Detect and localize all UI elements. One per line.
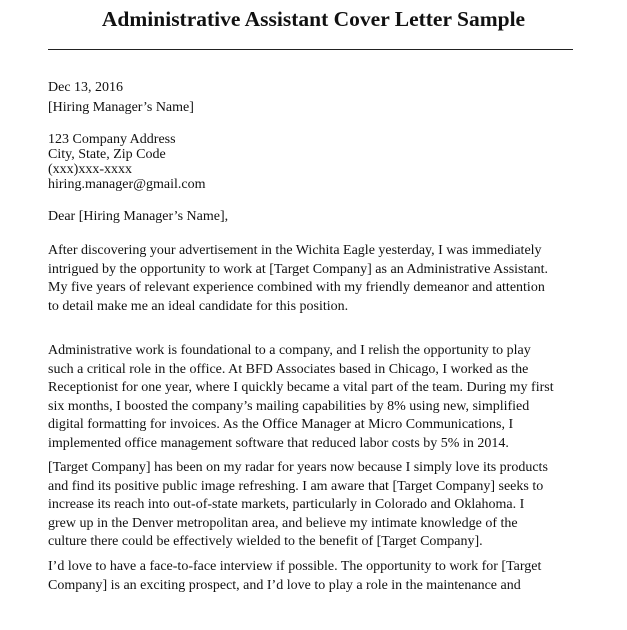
paragraph-line: Company] is an exciting prospect, and I’d love to play a role in the maintenance and [48, 577, 521, 593]
address-email: hiring.manager@gmail.com [48, 177, 206, 192]
paragraph-line: intrigued by the opportunity to work at [Target Company] as an Administrative Assistant. [48, 261, 548, 277]
body-paragraph-2 [48, 342, 608, 453]
address-phone: (xxx)xxx-xxxx [48, 162, 132, 177]
address-street: 123 Company Address [48, 132, 176, 147]
paragraph-line: and find its positive public image refreshing. I am aware that [Target Company] seeks to [48, 478, 544, 494]
paragraph-line: Receptionist for one year, where I quickly became a vital part of the team. During my first [48, 380, 554, 395]
title-divider [48, 49, 573, 50]
paragraph-line: such a critical role in the office. At BFD Associates based in Chicago, I worked as the [48, 361, 529, 377]
salutation: Dear [Hiring Manager’s Name], [48, 209, 229, 224]
body-paragraph-4 [48, 558, 608, 595]
paragraph-line: My five years of relevant experience combined with my friendly demeanor and attention [48, 280, 545, 295]
body-paragraph-3 [48, 459, 608, 552]
body-paragraph-1 [48, 242, 608, 316]
paragraph-line: [Target Company] has been on my radar for years now because I simply love its products [48, 460, 548, 475]
paragraph-line: After discovering your advertisement in the Wichita Eagle yesterday, I was immediately [48, 243, 542, 258]
paragraph-line: six months, I boosted the company’s mailing capabilities by 8% using new, simplified [48, 398, 530, 414]
page-title: Administrative Assistant Cover Letter Sample [101, 7, 526, 31]
paragraph-line: digital formatting for invoices. As the Office Manager at Micro Communications, I [48, 417, 514, 432]
paragraph-line: to detail make me an ideal candidate for this position. [48, 298, 349, 314]
paragraph-line: increase its reach into out-of-state markets, particularly in Colorado and Oklahoma. I [48, 497, 525, 512]
paragraph-line: grew up in the Denver metropolitan area, and believe my intimate knowledge of the [48, 515, 518, 531]
letter-date: Dec 13, 2016 [48, 80, 124, 95]
paragraph-line: I’d love to have a face-to-face interview if possible. The opportunity to work for [Target [48, 559, 542, 574]
paragraph-line: Administrative work is foundational to a company, and I relish the opportunity to play [48, 343, 531, 358]
paragraph-line: implemented office management software that reduced labor costs by 5% in 2014. [48, 435, 509, 451]
recipient-name: [Hiring Manager’s Name] [48, 100, 194, 115]
paragraph-line: culture there could be effectively wielded to the benefit of [Target Company]. [48, 534, 483, 549]
address-city-state-zip: City, State, Zip Code [48, 147, 166, 162]
